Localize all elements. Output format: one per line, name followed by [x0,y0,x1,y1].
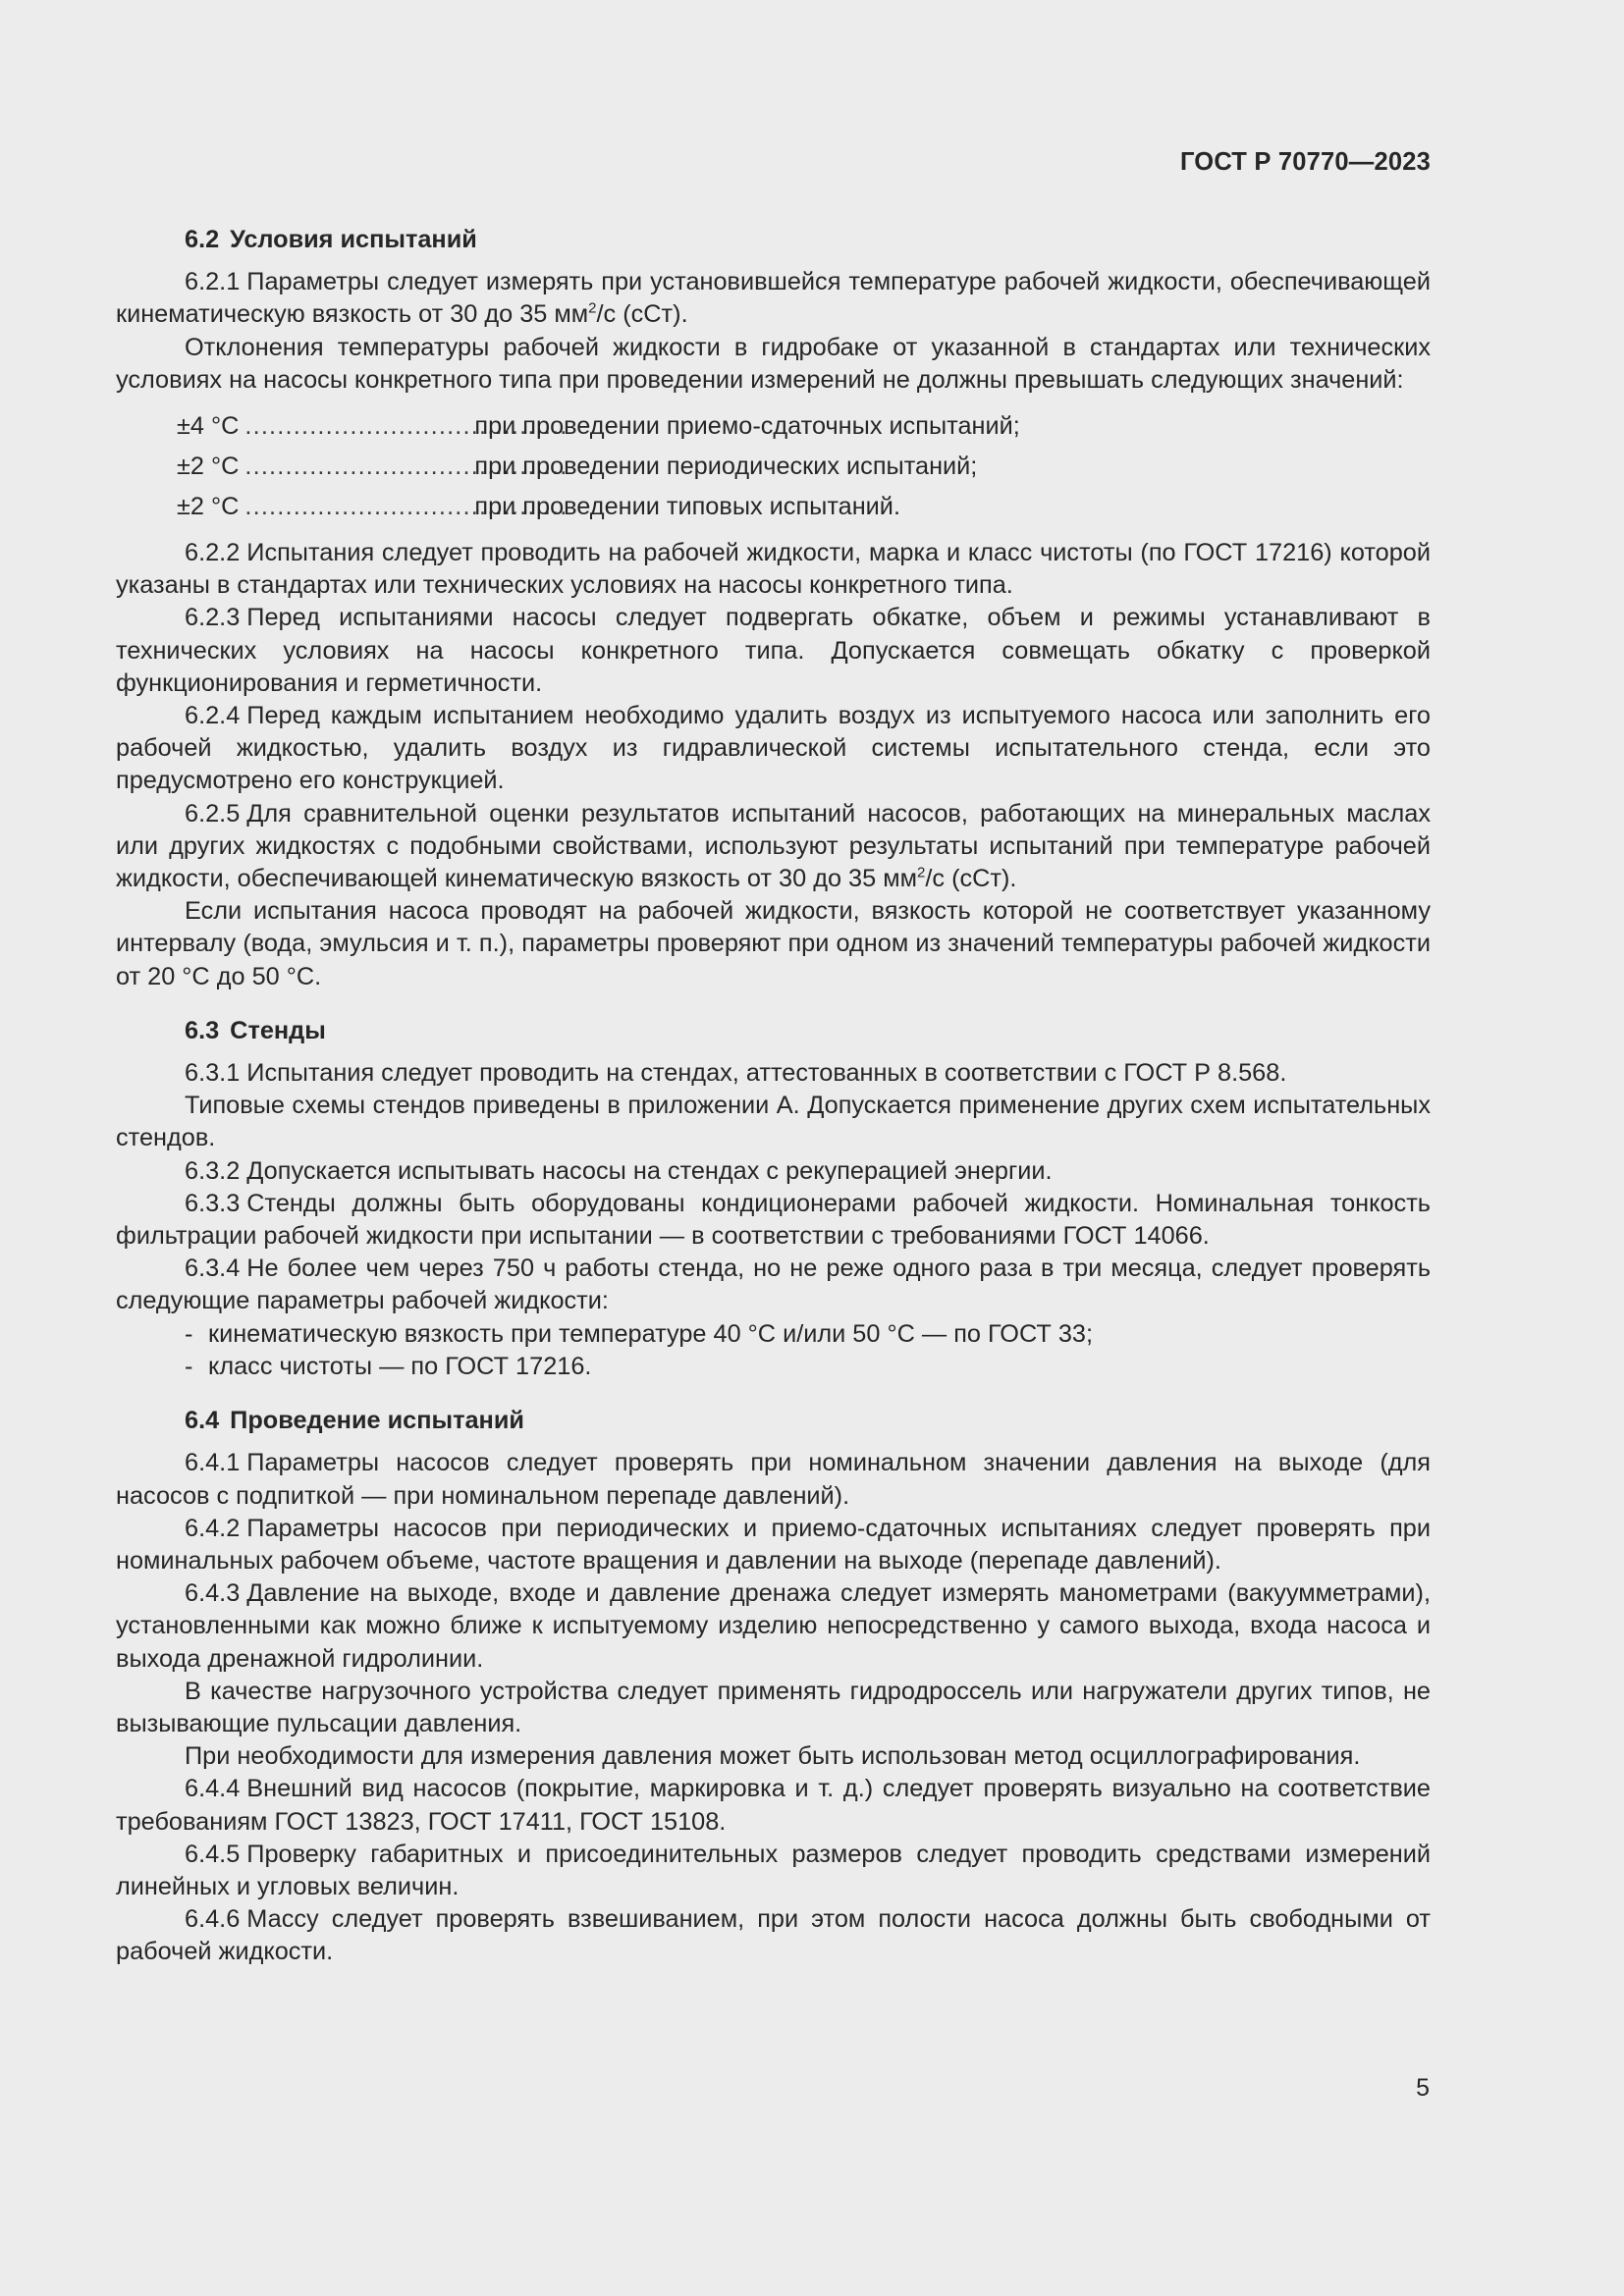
list-item [116,1318,1431,1351]
paragraph-6-2-4 [116,700,1431,798]
page-number: 5 [1416,2074,1430,2102]
clause-text: Внешний вид насосов (покрытие, маркировка и т. д.) следует проверять визуально на соответствие требованиям ГОСТ 13823, ГОСТ 17411, ГОСТ 15108. [116,1775,1431,1836]
clause-number: 6.4.6 [185,1905,241,1934]
clause-number: 6.3.1 [185,1059,241,1088]
paragraph-6-3-3 [116,1188,1431,1253]
clause-text: Параметры насосов при периодических и приемо-сдаточных испытаниях следует проверять при номинальных рабочем объеме, частоте вращения и давлении на выходе (перепаде давлений). [116,1514,1431,1575]
clause-number: 6.3.3 [185,1189,241,1217]
clause-number: 6.4.3 [185,1579,241,1608]
tolerance-value: ±2 °С [177,453,240,481]
clause-text: Перед каждым испытанием необходимо удалить воздух из испытуемого насоса или заполнить его рабочей жидкостью, удалить воздух из гидравлической системы испытательного стенда, если это предусмотрено его конструкцией. [116,702,1431,795]
paragraph-6-2-3 [116,602,1431,700]
clause-text: Давление на выходе, входе и давление дренажа следует измерять манометрами (вакуумметрами), установленными как можно ближе к испытуемому изделию непосредственно у самого выхода, входа насоса и выхода дренажной гидролинии. [116,1579,1431,1673]
section-number: 6.3 [185,1016,220,1044]
superscript: 2 [588,299,597,317]
tolerance-text: при проведении приемо-сдаточных испытаний; [474,412,1020,441]
tolerance-text: при проведении типовых испытаний. [474,493,900,521]
paragraph-6-4-1 [116,1447,1431,1512]
clause-number: 6.3.4 [185,1255,241,1283]
paragraph-6-4-5 [116,1839,1431,1903]
clause-number: 6.2.4 [185,702,241,730]
paragraph-6-4-3-oscillography: При необходимости для измерения давления может быть использован метод осциллографирования. [185,1742,1361,1771]
clause-number: 6.4.2 [185,1514,241,1542]
tolerance-value: ±2 °С [177,493,240,521]
clause-text: Проверку габаритных и присоединительных размеров следует проводить средствами измерений линейных и угловых величин. [116,1840,1431,1900]
paragraph-6-2-2 [116,537,1431,602]
clause-text: Испытания следует проводить на рабочей жидкости, марка и класс чистоты (по ГОСТ 17216) которой указаны в стандартах или технических условиях на насосы конкретного типа. [116,539,1431,600]
clause-text: Испытания следует проводить на стендах, аттестованных в соответствии с ГОСТ Р 8.568. [246,1059,1287,1088]
section-heading-6-2 [116,224,1431,256]
paragraph-6-2-5-other-liquids: Если испытания насоса проводят на рабочей жидкости, вязкость которой не соответствует указанному интервалу (вода, эмульсия и т. п.), параметры проверяют при одном из значений температуры рабочей жидкости от 20 °С до 50 °С. [116,897,1431,990]
leader-dots: ........................................ [244,453,568,481]
tolerance-value: ±4 °С [177,412,240,441]
paragraph-6-3-2 [116,1155,1431,1188]
list-item-text: кинематическую вязкость при температуре 40 °С и/или 50 °С — по ГОСТ 33; [208,1319,1094,1348]
clause-text: Параметры насосов следует проверять при номинальном значении давления на выходе (для насосов с подпиткой — при номинальном перепаде давлений). [116,1449,1431,1510]
clause-text-end: /с (сСт). [925,865,1017,893]
paragraph-6-4-2 [116,1513,1431,1577]
section-title: Условия испытаний [230,226,477,253]
parameter-list [116,1318,1431,1383]
tolerance-row [116,406,1431,447]
clause-text-end: /с (сСт). [596,300,688,329]
tolerance-text: при проведении периодических испытаний; [474,453,978,481]
list-item-text: класс чистоты — по ГОСТ 17216. [208,1352,592,1380]
clause-number: 6.4.4 [185,1775,241,1803]
tolerance-row [116,487,1431,527]
paragraph-6-3-1 [116,1057,1431,1090]
clause-text: Стенды должны быть оборудованы кондиционерами рабочей жидкости. Номинальная тонкость фильтрации рабочей жидкости при испытании — в соответствии с требованиями ГОСТ 14066. [116,1189,1431,1251]
paragraph-6-3-4 [116,1253,1431,1317]
tolerance-list [116,406,1431,527]
section-title: Стенды [230,1016,326,1044]
clause-number: 6.3.2 [185,1156,241,1185]
clause-number: 6.4.1 [185,1449,241,1477]
clause-text: Перед испытаниями насосы следует подвергать обкатке, объем и режимы устанавливают в технических условиях на насосы конкретного типа. Допускается совмещать обкатку с проверкой функционирования и герметичности. [116,604,1431,697]
paragraph-6-3-1-schemes: Типовые схемы стендов приведены в приложении А. Допускается применение других схем испытательных стендов. [116,1092,1431,1152]
clause-number: 6.2.2 [185,539,241,567]
paragraph-6-2-1 [116,266,1431,331]
clause-number: 6.2.3 [185,604,241,632]
paragraph-6-4-3-load-device: В качестве нагрузочного устройства следует применять гидродроссель или нагружатели других типов, не вызывающие пульсации давления. [116,1677,1431,1737]
section-heading-6-4 [116,1405,1431,1437]
paragraph-6-4-4 [116,1773,1431,1838]
clause-text: Не более чем через 750 ч работы стенда, но не реже одного раза в три месяца, следует проверять следующие параметры рабочей жидкости: [116,1255,1431,1315]
clause-number: 6.4.5 [185,1840,241,1868]
document-code: ГОСТ Р 70770—2023 [1179,148,1431,176]
section-number: 6.2 [185,226,220,253]
document-body [116,224,1431,1969]
paragraph-6-2-1-deviation: Отклонения температуры рабочей жидкости в гидробаке от указанной в стандартах или технических условиях на насосы конкретного типа при проведении измерений не должны превышать следующих значений: [116,333,1431,394]
clause-text: Для сравнительной оценки результатов испытаний насосов, работающих на минеральных маслах или других жидкостях с подобными свойствами, используют результаты испытаний при температуре рабочей жидкости, обеспечивающей кинематическую вязкость от 30 до 35 мм [116,799,1431,893]
leader-dots: ........................................ [244,412,568,441]
clause-number: 6.2.5 [185,799,241,828]
section-number: 6.4 [185,1407,220,1435]
paragraph-6-4-3 [116,1577,1431,1676]
tolerance-row [116,447,1431,487]
list-item [116,1351,1431,1383]
paragraph-6-2-5 [116,798,1431,896]
superscript: 2 [917,864,926,881]
dash-marker: - [185,1319,193,1348]
clause-text: Параметры следует измерять при установившейся температуре рабочей жидкости, обеспечивающей кинематическую вязкость от 30 до 35 мм [116,268,1431,329]
clause-text: Массу следует проверять взвешиванием, при этом полости насоса должны быть свободными от рабочей жидкости. [116,1905,1431,1966]
section-heading-6-3 [116,1015,1431,1047]
dash-marker: - [185,1352,193,1380]
section-title: Проведение испытаний [230,1407,524,1435]
clause-text: Допускается испытывать насосы на стендах с рекуперацией энергии. [246,1156,1053,1185]
clause-number: 6.2.1 [185,268,241,296]
leader-dots: ........................................ [244,493,568,521]
paragraph-6-4-6 [116,1903,1431,1968]
